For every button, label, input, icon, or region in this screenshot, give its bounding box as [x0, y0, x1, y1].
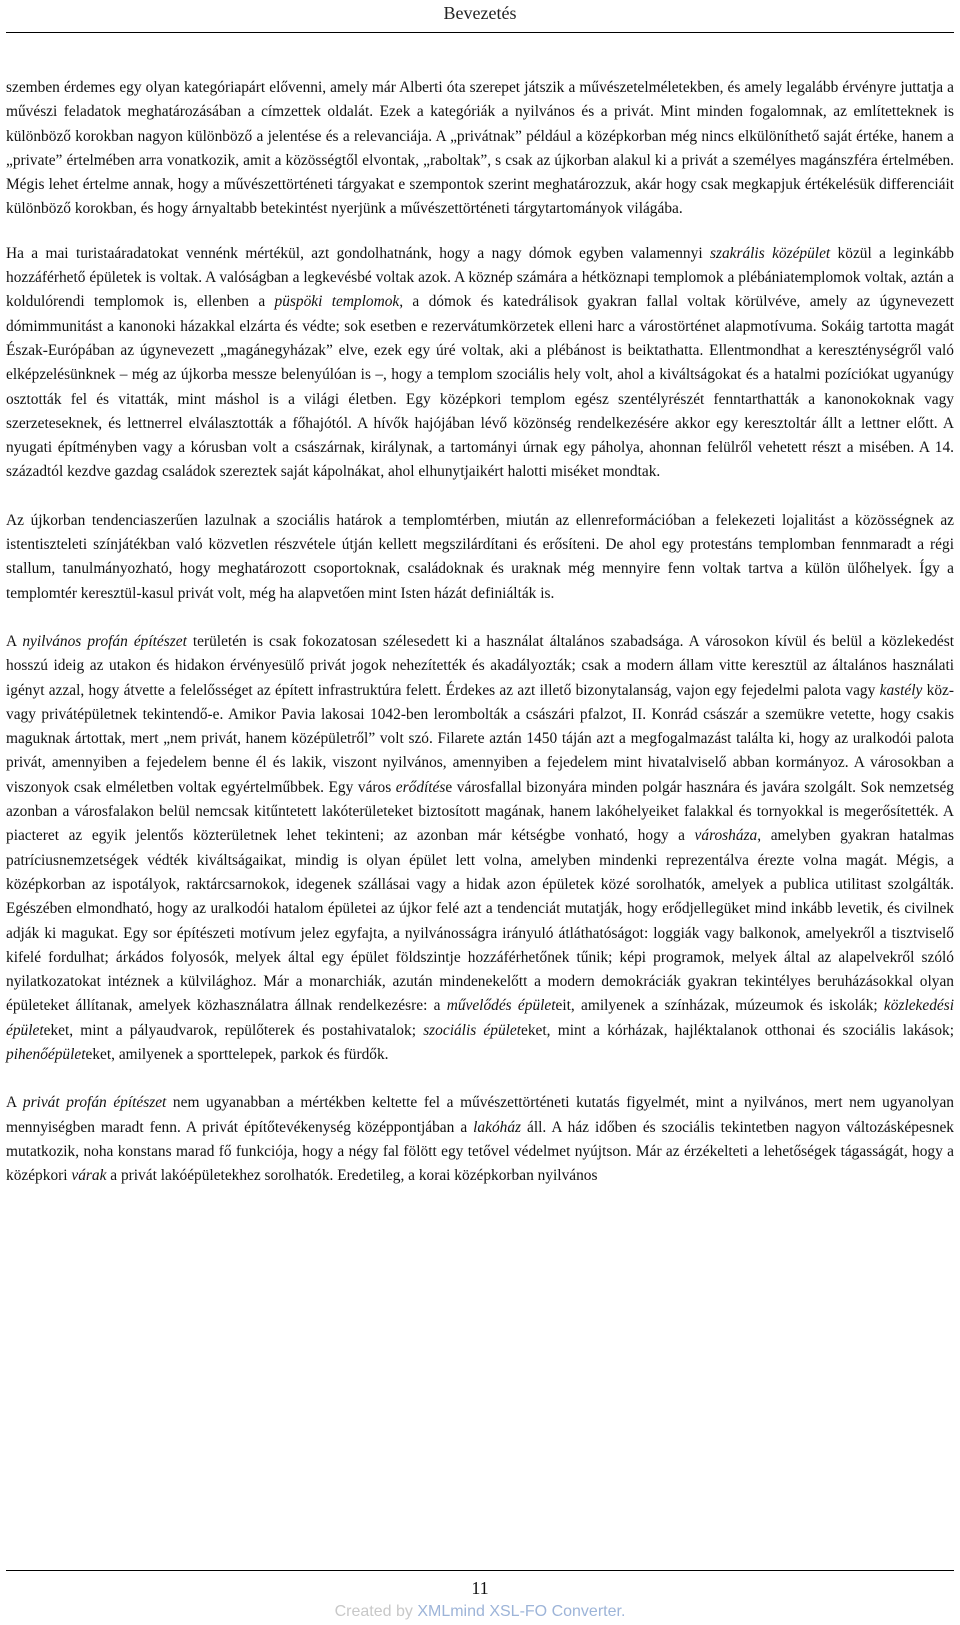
italic-term: pihenőépület	[6, 1045, 86, 1063]
page-header	[0, 0, 960, 30]
italic-term: szociális épület	[423, 1021, 522, 1039]
text-run: eket, mint a kórházak, hajléktalanok otthonai és szociális lakások;	[521, 1021, 954, 1039]
italic-term: privát profán építészet	[22, 1094, 167, 1112]
text-run: A	[6, 632, 23, 650]
paragraph-3	[6, 509, 954, 606]
text-run: a dómok és katedrálisok gyakran fallal voltak körülvéve, amely az úgynevezett dómimmunitást a kanonoki házakkal elzárta és védte; sok esetben e rezervátumkörzetek elleni harc a várostörténet alapmotívuma. Sokáig tartotta magát Észak-Európában az úgynevezett „magánegyházak” elve, ezek egy úré voltak, aki a plébánost is beiktathatta. Ellentmondhat a kereszténységről való elképzelésünknek – még az újkorba messze belenyúlóan is –, hogy a templom szociális hely volt, ahol a kiváltságokat és a hatalmi pozíciókat ugyanúgy osztották fel és vitatták, mint máshol is a világi életben. Egy középkori templom egész szentélyrészét fenntarthatták a kanonokoknak vagy szerzeteseknek, és lettnerrel elválasztották a főhajótól. A hívők hajójában lévő közönség rendelkezésére akkor egy keresztoltár állt a lettner előtt. A nyugati építményben vagy a kórusban volt a császárnak, királynak, a tartományi úrnak egy páholya, ahonnan felülről vehetett részt a misében. A 14. századtól kezdve gazdag családok szereztek saját kápolnákat, ahol elhunytjaikért halotti miséket mondtak.	[6, 293, 955, 481]
running-head-title: Bevezetés	[443, 3, 517, 23]
text-run: , amelyben gyakran hatalmas patríciusnemzetségek védték kiváltságaikat, mindig is olyan épület lett volna, amelyben mindenki reprezentálva érezte volna magát. Mégis, a középkorban az ispotályok, raktárcsarnokok, idegenek szállásai vagy a hidak azon épületek közé sorolhatók, amelyek a publica utilitast szolgálták. Egészében elmondható, hogy az uralkodói hatalom épületei az újkor felé azt a tendenciát mutatják, hogy erődjellegüket mind inkább levetik, és civilnek adják ki magukat. Egy sor építészeti motívum jelez egyfajta, a nyilvánosságra irányuló átláthatóságot: loggiák vagy balkonok, amelyekről a tisztviselő kifelé fordulhat; árkádos folyosók, melyek által egy épület földszintje hozzáférhetőnek tűnik; képi programok, melyek által az alapelvekről szóló nyilatkozatokat intéznek a külvilághoz. Már a monarchiák, azután mindenekelőtt a modern demokráciák gyakran tekintélyes beruházásokkal olyan épületeket állítanak, amelyek közhasználatra állnak rendelkezésre: a	[6, 827, 954, 1015]
italic-term: közlekedési épület	[6, 997, 954, 1039]
italic-term: püspöki templomok,	[274, 293, 404, 311]
italic-term: művelődés épület	[446, 997, 556, 1015]
text-run: eit, amilyenek a színházak, múzeumok és iskolák;	[555, 997, 884, 1015]
text-run: közül a leginkább hozzáférhető épületek is voltak. A valóságban a legkevésbé voltak azok. A köznép számára a hétköznapi templomok a plébániatemplomok voltak, aztán a koldulórendi templomok is, ellenben a	[6, 244, 954, 311]
text-run: köz- vagy privátépületnek tekintendő-e. Amikor Pavia lakosai 1042-ben lerombolták a császári pfalzot, II. Konrád császár a szemükre vetette, hogy csakis maguknak ártottak, mert „nem privát, hanem középületről” volt szó. Filarete aztán 1450 táján azt a megfogalmazást találta ki, hogy az uralkodói palota privát, amennyiben a fejedelem benne él és lakik, viszont nyilvános, amennyiben a fejedelem mint hivatalviselő abban kormányoz. A városokban a viszonyok csak elméletben voltak egyértelműbbek. Egy város	[6, 681, 954, 796]
body-text	[6, 76, 954, 1212]
italic-term: szakrális középület	[709, 244, 831, 262]
italic-term: lakóház	[473, 1118, 522, 1136]
converter-credit	[0, 1603, 960, 1621]
paragraph-2	[6, 242, 954, 485]
text-run: a privát lakóépületekhez sorolhatók. Eredetileg, a korai középkorban nyilvános	[106, 1167, 598, 1185]
text-run: területén is csak fokozatosan szélesedett ki a használat általános szabadsága. A városokon kívül és belül a közlekedést hosszú ideig az utakon és hidakon érvényesülő privát jogok nehezítették és akadályozták; csak a modern állam vitte keresztül az általános használati igényt azzal, hogy átvette a felelősséget az épített infrastruktúra felett. Érdekes az azt illető bizonytalanság, vajon egy fejedelmi palota vagy	[6, 632, 954, 699]
page-number: 11	[471, 1578, 489, 1598]
paragraph-4	[6, 630, 954, 1067]
paragraph-1	[6, 76, 954, 222]
text-run: nem ugyanabban a mértékben keltette fel a művészettörténeti kutatás figyelmét, mint a nyilvános, mert nem ugyanolyan mennyiségben maradt fenn. A privát építőtevékenység középpontjában a	[6, 1094, 954, 1136]
italic-term: nyilvános profán építészet	[22, 632, 187, 650]
paragraph-5	[6, 1091, 954, 1188]
converter-name: XMLmind XSL-FO Converter.	[417, 1603, 626, 1620]
footer-rule	[6, 1570, 954, 1571]
text-run: eket, amilyenek a sporttelepek, parkok és fürdők.	[85, 1045, 389, 1063]
italic-term: városháza	[694, 827, 758, 845]
italic-term: kastély	[879, 681, 923, 699]
text-run: eket, mint a pályaudvarok, repülőterek és postahivatalok;	[43, 1021, 424, 1039]
text-run: Az újkorban tendenciaszerűen lazulnak a szociális határok a templomtérben, miután az ellenreformációban a felekezeti lojalitást a közösségnek az istentiszteleti színjátékban való közvetlen részvétele útján kellett megszilárdítani és erősíteni. De ahol egy protestáns templomban fennmaradt a régi stallum, tanulmányozható, hogy meghatározott csoportoknak, családoknak és uraknak még mennyire fenn voltak tartva a külön ülőhelyek. Így a templomtér keresztül-kasul privát volt, még ha alapvetően mint Isten házát definiálták is.	[6, 511, 954, 602]
created-by-text: Created by	[334, 1603, 418, 1620]
text-run: szemben érdemes egy olyan kategóriapárt elővenni, amely már Alberti óta szerepet játszik a művészetelméletekben, és amely legalább érvényre juttatja a művészi feladatok meghatározásában a címzettek oldalát. Ezek a kategóriák a nyilvános és a privát. Mint minden fogalomnak, az említetteknek is különböző korokban nagyon különböző a jelentése és a relevanciája. A „privátnak” például a középkorban még nincs elkülöníthető saját értéke, hanem a „private” értelmében arra vonatkozik, amit a közösségtől elvontak, „raboltak”, s csak az újkorban alakul ki a privát a személyes magánszféra értelmében. Mégis lehet értelme annak, hogy a művészettörténeti tárgyakat e szempontok szerint meghatározzuk, akár hogy csak megkapjuk értékelésük differenciáit különböző korokban, és hogy árnyaltabb betekintést nyerjünk a művészettörténeti tárgytartományok világába.	[6, 79, 954, 218]
text-run: A	[6, 1094, 23, 1112]
italic-term: várak	[71, 1167, 107, 1185]
text-run: áll. A ház időben és szociális tekintetben nagyon változásképesnek mutatkozik, noha konstans marad fő funkciója, hogy a négy fal fölött egy tetővel védelmet nyújtson. Már az érzékelteti a lehetőségek tágasságát, hogy a középkori	[6, 1118, 954, 1185]
header-rule	[6, 32, 954, 33]
text-run: e városfallal bizonyára minden polgár hasznára és javára szolgált. Sok nemzetség azonban a városfalakon belül nemcsak kitűntetett lakóterületeket biztosított magának, hanem lakóhelyeiket falakkal és tornyokkal is megerősítették. A piacteret az egyik jelentős közterületnek lehet tekinteni; az azonban már kétségbe vonható, hogy a	[6, 778, 955, 845]
italic-term: erődítés	[395, 778, 446, 796]
text-run: Ha a mai turistaáradatokat vennénk mértékül, azt gondolhatnánk, hogy a nagy dómok egyben valamennyi	[6, 244, 710, 262]
